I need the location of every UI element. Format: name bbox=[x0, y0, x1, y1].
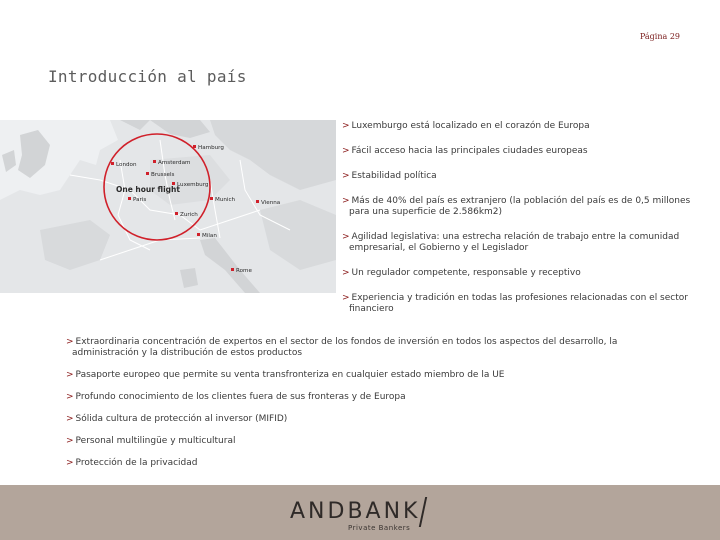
svg-text:Rome: Rome bbox=[236, 268, 252, 274]
andbank-logo bbox=[290, 499, 440, 535]
svg-text:Paris: Paris bbox=[133, 197, 147, 203]
list-item: > Extraordinaria concentración de expertos en el sector de los fondos de inversión en todos los aspectos del desarrollo, la administración y la distribución de estos productos bbox=[66, 337, 618, 358]
europe-map bbox=[0, 120, 336, 293]
brand-tagline: Private Bankers bbox=[348, 524, 411, 532]
list-item: > Protección de la privacidad bbox=[66, 458, 198, 468]
svg-text:Amsterdam: Amsterdam bbox=[158, 160, 191, 166]
list-item: > Agilidad legislativa: una estrecha relación de trabajo entre la comunidad empresarial, el Gobierno y el Legislador bbox=[342, 232, 680, 253]
svg-text:Brussels: Brussels bbox=[151, 172, 175, 178]
brand-name: ANDBANK bbox=[290, 499, 421, 524]
list-item: > Personal multilingüe y multicultural bbox=[66, 436, 236, 446]
list-item: > Sólida cultura de protección al inversor (MIFID) bbox=[66, 414, 288, 424]
city-marker-amsterdam bbox=[153, 160, 190, 166]
svg-text:London: London bbox=[116, 162, 137, 168]
list-item: > Pasaporte europeo que permite su venta transfronteriza en cualquier estado miembro de la UE bbox=[66, 370, 505, 380]
list-item: > Profundo conocimiento de los clientes fuera de sus fronteras y de Europa bbox=[66, 392, 406, 402]
one-hour-flight-label bbox=[116, 185, 180, 194]
city-marker-hamburg bbox=[193, 145, 224, 151]
page-number: Página 29 bbox=[639, 32, 680, 41]
bullet-list-bottom bbox=[66, 337, 666, 480]
footer-band bbox=[0, 485, 720, 540]
svg-text:Munich: Munich bbox=[215, 197, 236, 203]
list-item: > Estabilidad política bbox=[342, 171, 437, 181]
svg-text:Hamburg: Hamburg bbox=[198, 145, 224, 151]
page-title: Introducción al país bbox=[48, 67, 247, 86]
list-item: > Luxemburgo está localizado en el corazón de Europa bbox=[342, 121, 590, 131]
list-item: > Fácil acceso hacia las principales ciudades europeas bbox=[342, 146, 588, 156]
list-item: > Más de 40% del país es extranjero (la población del país es de 0,5 millones para una superficie de 2.586km2) bbox=[342, 196, 691, 217]
svg-text:One hour flight: One hour flight bbox=[116, 185, 180, 194]
list-item: > Un regulador competente, responsable y receptivo bbox=[342, 268, 581, 278]
bullet-list-right bbox=[342, 121, 692, 329]
svg-text:Luxemburg: Luxemburg bbox=[177, 182, 209, 188]
svg-text:Milan: Milan bbox=[202, 233, 217, 239]
city-marker-brussels bbox=[146, 172, 175, 178]
svg-text:Vienna: Vienna bbox=[261, 200, 281, 206]
list-item: > Experiencia y tradición en todas las profesiones relacionadas con el sector financiero bbox=[342, 293, 688, 314]
svg-text:Zurich: Zurich bbox=[180, 212, 198, 218]
